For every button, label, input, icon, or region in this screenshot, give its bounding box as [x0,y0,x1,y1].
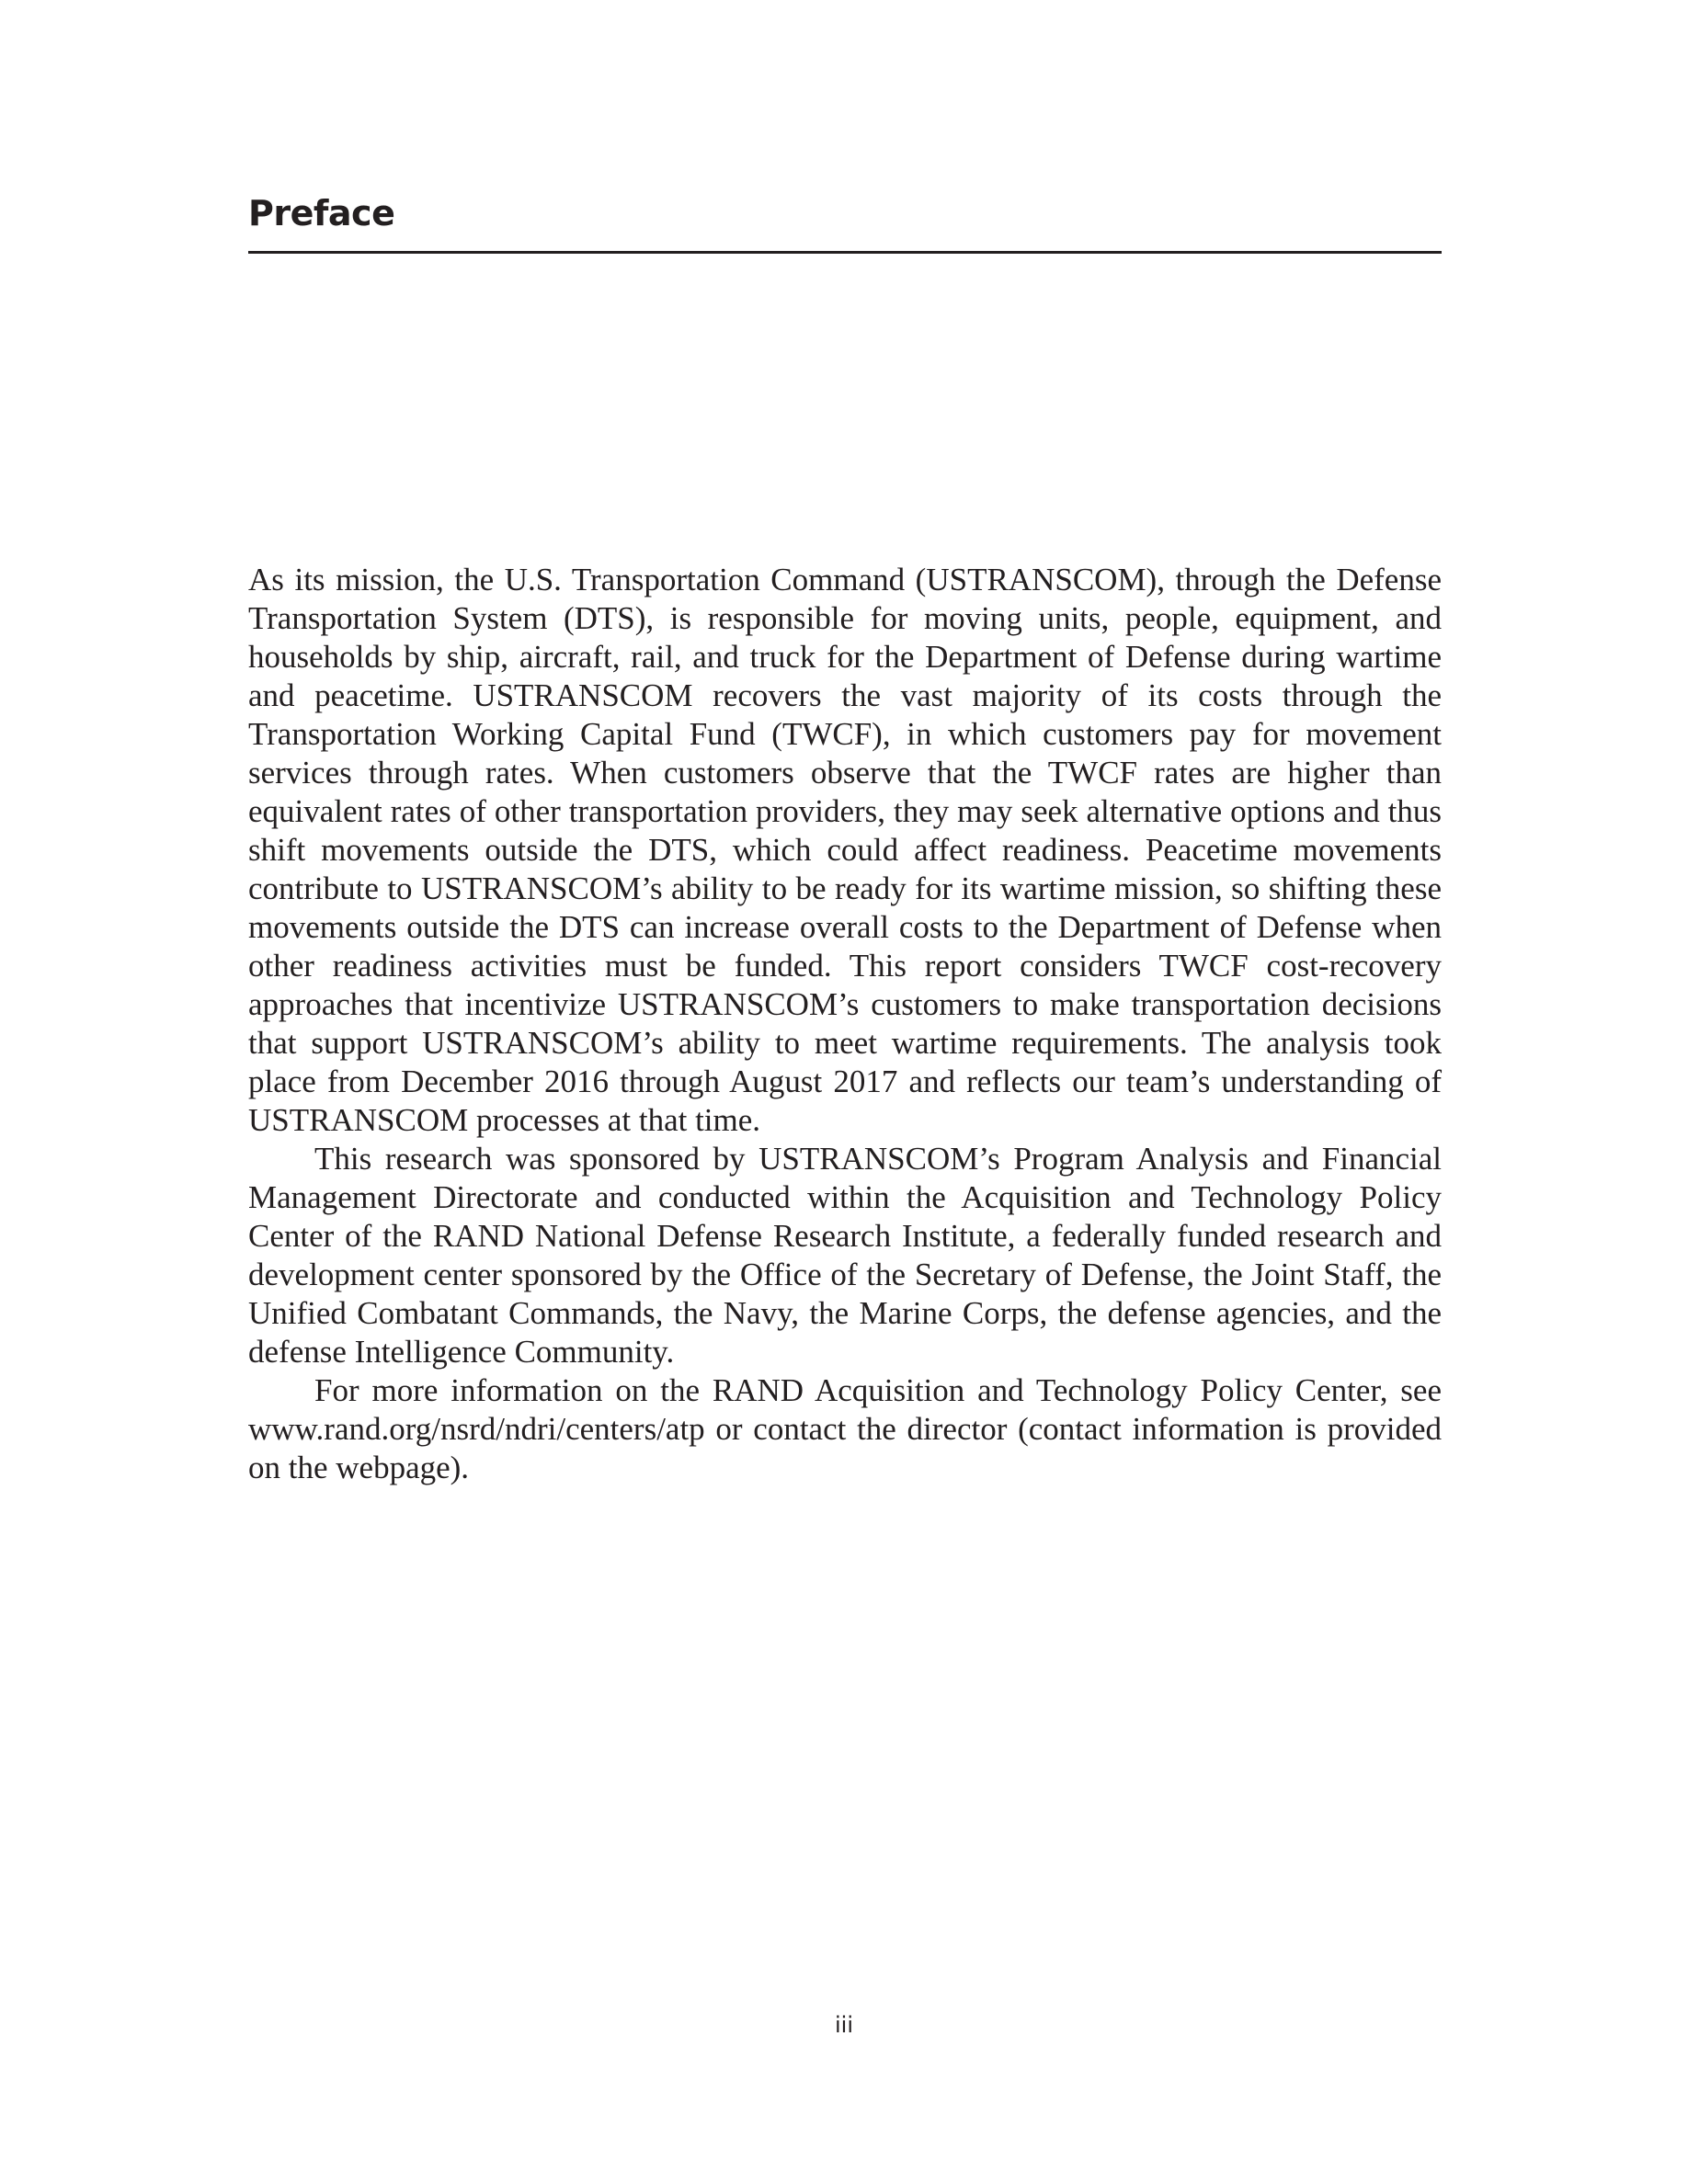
paragraph-mission: As its mission, the U.S. Transportation Command (USTRANSCOM), through the Defense Transportation System (DTS), is responsible for moving units, people, equipment, and households by ship, aircraft, rail, and truck for the Department of Defense during wartime and peacetime. USTRANSCOM recovers the vast majority of its costs through the Transportation Working Capital Fund (TWCF), in which customers pay for movement services through rates. When customers observe that the TWCF rates are higher than equivalent rates of other transportation providers, they may seek alternative options and thus shift movements outside the DTS, which could affect readiness. Peacetime movements contribute to USTRANSCOM’s ability to be ready for its wartime mission, so shifting these movements outside the DTS can increase overall costs to the Department of Defense when other readiness activities must be funded. This report considers TWCF cost-recovery approaches that incentivize USTRANSCOM’s customers to make transportation decisions that support USTRANSCOM’s ability to meet wartime requirements. The analysis took place from December 2016 through August 2017 and reflects our team’s understanding of USTRANSCOM processes at that time. [248,562,1442,1138]
paragraph-more-information: For more information on the RAND Acquisition and Technology Policy Center, see www.rand.org/nsrd/ndri/centers/atp or contact the director (contact information is provided on the webpage). [248,1372,1442,1485]
paragraph-sponsorship: This research was sponsored by USTRANSCOM’s Program Analysis and Financial Management Directorate and conducted within the Acquisition and Technology Policy Center of the RAND National Defense Research Institute, a federally funded research and development center sponsored by the Office of the Secretary of Defense, the Joint Staff, the Unified Combatant Commands, the Navy, the Marine Corps, the defense agencies, and the defense Intelligence Community. [248,1141,1442,1370]
heading-rule [248,251,1442,254]
page-number: iii [834,2012,853,2038]
page-title: Preface [248,193,395,233]
body-text [248,561,1442,1487]
